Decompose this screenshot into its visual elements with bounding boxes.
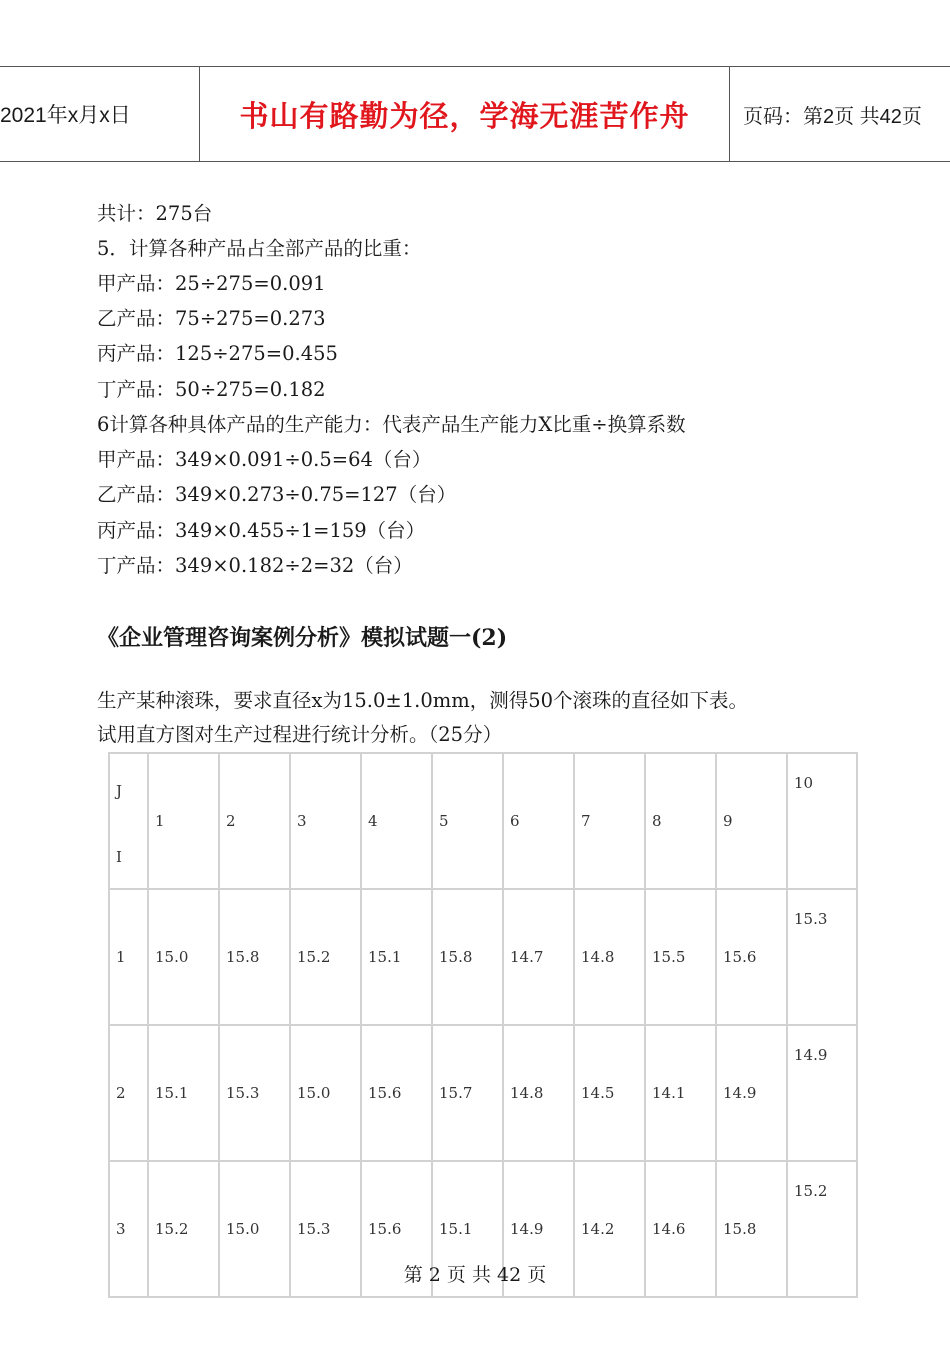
table-header-row [109, 753, 857, 889]
diameter-table [108, 752, 858, 1298]
table-cell: 14.8 [503, 1025, 574, 1161]
column-header: 6 [503, 753, 574, 889]
header-page-info: 页码：第2页 共42页 [743, 105, 922, 128]
table-cell: 15.3 [787, 889, 857, 1025]
body-line: 甲产品：25÷275=0.091 [97, 272, 326, 295]
body-line: 丁产品：50÷275=0.182 [97, 378, 326, 401]
table-cell: 15.7 [432, 1025, 503, 1161]
header-motto: 书山有路勤为径，学海无涯苦作舟 [200, 67, 730, 161]
column-header: 5 [432, 753, 503, 889]
table-cell: 15.2 [787, 1161, 857, 1297]
table-cell: 15.3 [290, 1161, 361, 1297]
table-cell: 14.9 [787, 1025, 857, 1161]
question-line: 试用直方图对生产过程进行统计分析。（25分） [97, 723, 503, 746]
table-cell: 14.6 [645, 1161, 716, 1297]
table-cell: 14.7 [503, 889, 574, 1025]
row-label: 2 [109, 1025, 148, 1161]
body-line: 6计算各种具体产品的生产能力：代表产品生产能力X比重÷换算系数 [97, 413, 686, 436]
corner-label-j: J [116, 782, 123, 800]
column-header: 7 [574, 753, 645, 889]
table-corner-cell [109, 753, 148, 889]
page-header [0, 66, 950, 162]
table-cell: 15.0 [219, 1161, 290, 1297]
section-title: 《企业管理咨询案例分析》模拟试题一(2) [97, 625, 508, 651]
body-line: 丙产品：125÷275=0.455 [97, 342, 338, 365]
body-line: 5．计算各种产品占全部产品的比重： [97, 237, 422, 260]
column-header: 10 [787, 753, 857, 889]
column-header: 3 [290, 753, 361, 889]
corner-label-i: I [116, 848, 122, 866]
page-footer: 第 2 页 共 42 页 [403, 1264, 547, 1286]
body-line: 共计：275台 [97, 202, 213, 225]
table-cell: 15.8 [432, 889, 503, 1025]
table-cell: 14.2 [574, 1161, 645, 1297]
table-cell: 15.0 [148, 889, 219, 1025]
table-cell: 15.2 [148, 1161, 219, 1297]
body-line: 丁产品：349×0.182÷2=32（台） [97, 554, 413, 577]
table-cell: 14.5 [574, 1025, 645, 1161]
body-line: 丙产品：349×0.455÷1=159（台） [97, 519, 426, 542]
table-cell: 15.1 [432, 1161, 503, 1297]
row-label: 3 [109, 1161, 148, 1297]
table-cell: 15.2 [290, 889, 361, 1025]
table-cell: 14.1 [645, 1025, 716, 1161]
table-cell: 14.9 [503, 1161, 574, 1297]
table-cell: 15.8 [716, 1161, 787, 1297]
table-cell: 15.1 [148, 1025, 219, 1161]
row-label: 1 [109, 889, 148, 1025]
table-cell: 14.9 [716, 1025, 787, 1161]
table-row [109, 1025, 857, 1161]
table-cell: 15.6 [361, 1161, 432, 1297]
table-cell: 14.8 [574, 889, 645, 1025]
table-cell: 15.0 [290, 1025, 361, 1161]
column-header: 2 [219, 753, 290, 889]
column-header: 9 [716, 753, 787, 889]
table-cell: 15.8 [219, 889, 290, 1025]
column-header: 1 [148, 753, 219, 889]
question-line: 生产某种滚珠，要求直径x为15.0±1.0mm，测得50个滚珠的直径如下表。 [97, 689, 749, 712]
body-line: 甲产品：349×0.091÷0.5=64（台） [97, 448, 432, 471]
table-cell: 15.5 [645, 889, 716, 1025]
column-header: 8 [645, 753, 716, 889]
table-cell: 15.6 [361, 1025, 432, 1161]
table-row [109, 889, 857, 1025]
table-cell: 15.6 [716, 889, 787, 1025]
column-header: 4 [361, 753, 432, 889]
body-line: 乙产品：75÷275=0.273 [97, 307, 326, 330]
header-date: 2021年x月x日 [0, 67, 200, 161]
table-cell: 15.1 [361, 889, 432, 1025]
body-line: 乙产品：349×0.273÷0.75=127（台） [97, 483, 457, 506]
table-cell: 15.3 [219, 1025, 290, 1161]
